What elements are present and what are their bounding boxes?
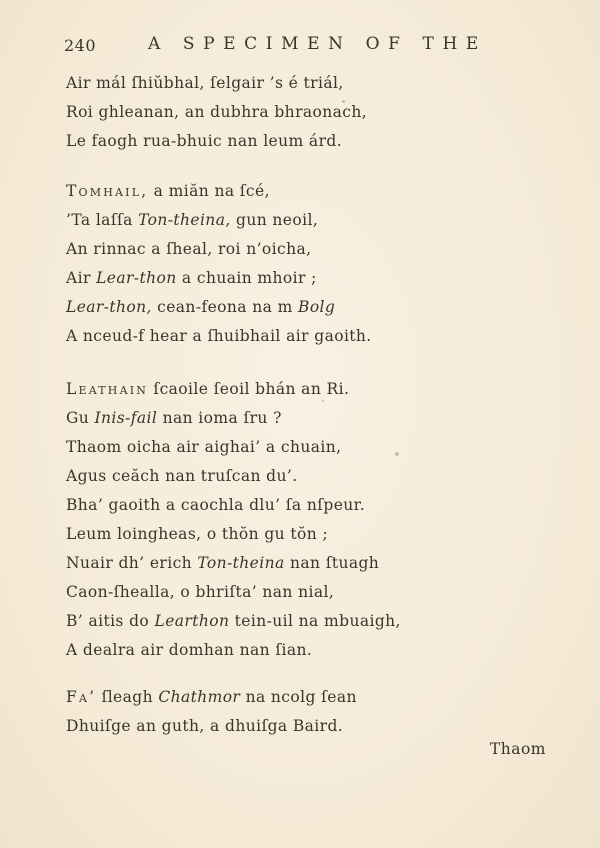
verse-line: [66, 177, 372, 206]
verse-text: Le faogh rua-bhuic nan leum árd.: [66, 132, 343, 150]
verse-line: [66, 98, 367, 127]
verse-line: [66, 462, 401, 491]
verse-text: Bha’ gaoith a caochla dlu’ ſa nſpeur.: [66, 496, 366, 514]
verse-line: [66, 712, 357, 741]
verse-text: Air: [66, 269, 97, 287]
verse-italic-text: Lear-thon: [96, 269, 177, 287]
verse-italic-text: Ton-theina,: [138, 211, 231, 229]
verse-italic-text: Learthon: [154, 612, 230, 630]
page-number: 240: [64, 36, 97, 55]
verse-line: [66, 206, 372, 235]
verse-italic-text: Bolg: [298, 298, 336, 316]
verse-text: nan ſtuagh: [284, 554, 380, 572]
verse-text: tein-uil na mbuaigh,: [229, 612, 401, 630]
verse-line: [66, 293, 372, 322]
verse-line: [66, 636, 401, 665]
verse-text: A dealra air domhan nan ſian.: [66, 641, 313, 659]
verse-line: [66, 683, 357, 712]
verse-text: Air mál ſhiŭbhal, ſelgair ’s é triál,: [66, 74, 344, 92]
verse-line: [66, 520, 401, 549]
verse-text: A nceud-f hear a ſhuibhail air gaoith.: [66, 327, 372, 345]
verse-text: Leum loingheas, o thŏn gu tŏn ;: [66, 525, 329, 543]
verse-text: An rinnac a ſheal, roi n’oicha,: [66, 240, 312, 258]
paper-blemish: [395, 452, 399, 456]
verse-text: cean-feona na m: [151, 298, 299, 316]
stanza: [66, 683, 357, 741]
verse-line: [66, 491, 401, 520]
verse-line: [66, 375, 401, 404]
verse-text: na ncolg ſean: [240, 688, 357, 706]
verse-text: Agus ceăch nan truſcan du’.: [66, 467, 298, 485]
paper-blemish: [322, 400, 324, 402]
verse-text: ſleagh: [96, 688, 159, 706]
verse-smallcaps-text: Tomhail,: [66, 182, 149, 200]
verse-text: B’ aitis do: [66, 612, 155, 630]
verse-text: a chuain mhoir ;: [176, 269, 317, 287]
verse-smallcaps-text: Fa’: [66, 688, 97, 706]
verse-line: [66, 578, 401, 607]
verse-line: [66, 264, 372, 293]
verse-text: Nuair dh’ erich: [66, 554, 198, 572]
stanza: [66, 375, 401, 665]
stanza: [66, 69, 367, 156]
verse-line: [66, 433, 401, 462]
stanza: [66, 177, 372, 351]
verse-line: [66, 235, 372, 264]
verse-italic-text: Chathmor: [158, 688, 241, 706]
verse-text: Dhuiſge an guth, a dhuiſga Baird.: [66, 717, 344, 735]
verse-line: [66, 607, 401, 636]
verse-smallcaps-text: Leathain: [66, 380, 149, 398]
verse-italic-text: Lear-thon,: [66, 298, 152, 316]
catchword: Thaom: [489, 740, 546, 758]
verse-text: Thaom oicha air aighai’ a chuain,: [66, 438, 342, 456]
verse-text: Gu: [66, 409, 95, 427]
verse-text: Roi ghleanan, an dubhra bhraonach,: [66, 103, 368, 121]
verse-line: [66, 69, 367, 98]
verse-line: [66, 127, 367, 156]
verse-line: [66, 404, 401, 433]
verse-italic-text: Inis-fail: [94, 409, 158, 427]
paper-blemish: [342, 100, 345, 103]
verse-text: Caon-ſhealla, o bhriſta’ nan nial,: [66, 583, 335, 601]
verse-line: [66, 322, 372, 351]
verse-line: [66, 549, 401, 578]
verse-text: gun neoil,: [230, 211, 319, 229]
verse-text: a miăn na ſcé,: [148, 182, 270, 200]
running-head: A SPECIMEN OF THE: [148, 34, 487, 54]
verse-text: ’Ta laſſa: [66, 211, 139, 229]
page-header: [64, 34, 560, 58]
verse-text: ſcaoile ſeoil bhán an Ri.: [148, 380, 350, 398]
verse-italic-text: Ton-theina: [197, 554, 285, 572]
verse-text: nan ioma ſru ?: [157, 409, 282, 427]
